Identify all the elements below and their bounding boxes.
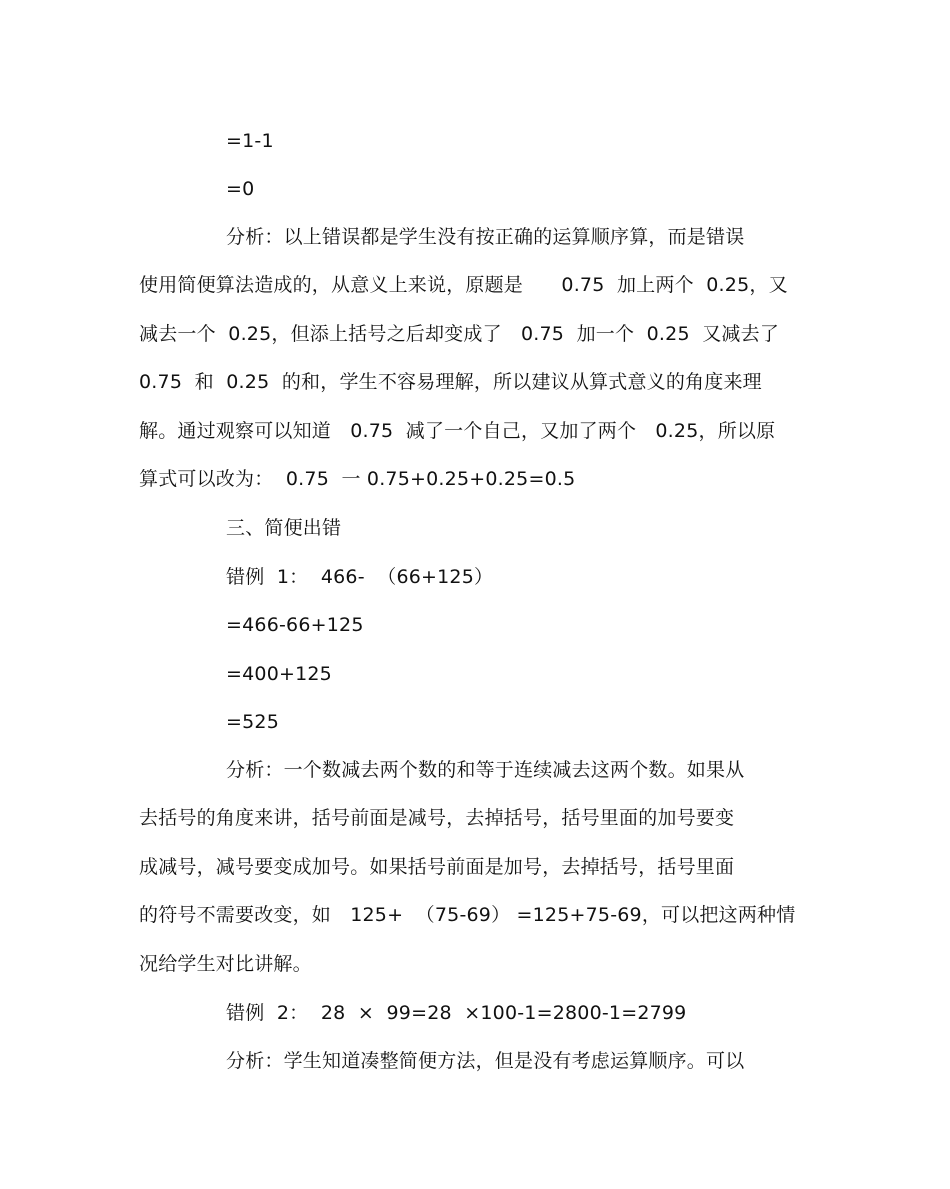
analysis-1-line-2: 使用简便算法造成的，从意义上来说，原题是 0.75 加上两个 0.25，又 bbox=[139, 274, 788, 296]
example-1-step-2: =400+125 bbox=[226, 663, 332, 685]
example-2-title: 错例 2： 28 × 99=28 ×100-1=2800-1=2799 bbox=[226, 1002, 687, 1024]
analysis-1-line-4: 0.75 和 0.25 的和，学生不容易理解，所以建议从算式意义的角度来理 bbox=[139, 371, 762, 393]
analysis-2-line-5: 况给学生对比讲解。 bbox=[139, 953, 312, 975]
analysis-1-line-3: 减去一个 0.25，但添上括号之后却变成了 0.75 加一个 0.25 又减去了 bbox=[139, 323, 780, 345]
example-1-title: 错例 1： 466- （66+125） bbox=[226, 566, 494, 588]
analysis-2-line-3: 成减号，减号要变成加号。如果括号前面是加号，去掉括号，括号里面 bbox=[139, 856, 735, 878]
equation-line-2: =0 bbox=[226, 178, 255, 200]
example-1-step-1: =466-66+125 bbox=[226, 614, 364, 636]
equation-line-1: =1-1 bbox=[226, 130, 274, 152]
analysis-2-line-2: 去括号的角度来讲，括号前面是减号，去掉括号，括号里面的加号要变 bbox=[139, 807, 735, 829]
analysis-3-line-1: 分析：学生知道凑整简便方法，但是没有考虑运算顺序。可以 bbox=[226, 1050, 745, 1072]
analysis-1-line-5: 解。通过观察可以知道 0.75 减了一个自己，又加了两个 0.25，所以原 bbox=[139, 420, 776, 442]
analysis-2-line-1: 分析：一个数减去两个数的和等于连续减去这两个数。如果从 bbox=[226, 759, 745, 781]
section-heading: 三、简便出错 bbox=[226, 517, 342, 539]
example-1-step-3: =525 bbox=[226, 711, 279, 733]
analysis-1-line-1: 分析：以上错误都是学生没有按正确的运算顺序算，而是错误 bbox=[226, 226, 745, 248]
analysis-1-line-6: 算式可以改为： 0.75 一 0.75+0.25+0.25=0.5 bbox=[139, 468, 576, 490]
analysis-2-line-4: 的符号不需要改变，如 125+ （75-69） =125+75-69，可以把这两种情 bbox=[139, 904, 796, 926]
